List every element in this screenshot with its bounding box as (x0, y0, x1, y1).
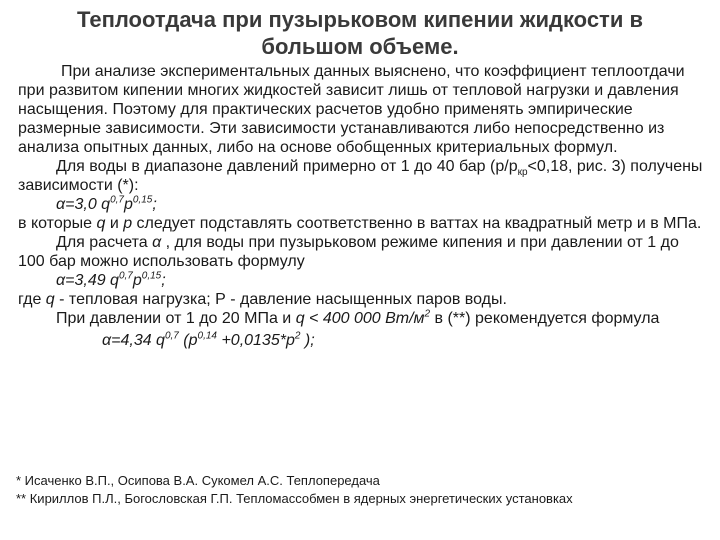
formula-3-part: (p (178, 332, 198, 349)
formula-3-part: +0,0135*p (217, 332, 295, 349)
formula-2-part: p (132, 272, 142, 289)
heat-flux-limit: q < 400 000 Вт/м (295, 310, 425, 327)
slide-title-line1: Теплоотдача при пузырьковом кипении жидкости в (77, 7, 643, 32)
high-pressure-paragraph (18, 309, 708, 328)
reference-2: ** Кириллов П.Л., Богословская Г.П. Тепломассобмен в ядерных энергетических установках (16, 491, 573, 506)
units-text-end: следует подставлять соответственно в ваттах на квадратный метр и в МПа. (132, 215, 702, 232)
formula-1-exp-p: 0,15 (132, 194, 153, 206)
reference-1: * Исаченко В.П., Осипова В.А. Сукомел А.С. Теплопередача (16, 473, 380, 488)
formula-1-end: ; (152, 196, 157, 213)
formula-3-exp-p: 0,14 (197, 330, 217, 342)
slide-body (18, 62, 708, 350)
var-q: q (96, 215, 106, 232)
definitions-paragraph (18, 290, 708, 309)
var-q: q (45, 291, 55, 308)
high-pressure-text: При давлении от 1 до 20 МПа и (56, 310, 296, 327)
formula-3-part: α=4,34 q (102, 332, 165, 349)
var-p: p (123, 215, 133, 232)
formula-1-exp-q: 0,7 (110, 194, 124, 206)
formula-2-exp-p: 0,15 (141, 270, 162, 282)
definitions-text: где (18, 291, 46, 308)
var-alpha: α (152, 234, 162, 251)
formula-2-end: ; (161, 272, 166, 289)
formula-3-exp-q: 0,7 (164, 330, 179, 342)
formula-3 (18, 328, 708, 350)
formula-3-end: ); (300, 332, 315, 349)
units-paragraph (18, 214, 708, 233)
water-range-text-end: <0,18, рис. 3) получены зависимости (*): (18, 158, 703, 194)
formula-3-exp-p2: 2 (294, 330, 301, 342)
formula-1-part: p (123, 196, 133, 213)
alpha-calc-text: Для расчета (56, 234, 153, 251)
formula-2-exp-q: 0,7 (118, 270, 133, 282)
definitions-text-end: - тепловая нагрузка; Р - давление насыщенных паров воды. (54, 291, 507, 308)
units-text: в которые (18, 215, 97, 232)
heat-flux-unit-exp: 2 (424, 308, 431, 320)
alpha-calc-text-end: , для воды при пузырьковом режиме кипения и при давлении от 1 до 100 бар можно использовать формулу (18, 234, 679, 270)
formula-2 (18, 271, 708, 290)
formula-1 (18, 195, 708, 214)
critical-subscript: кр (517, 167, 528, 179)
slide-title-line2: большом объеме. (261, 34, 459, 59)
alpha-calc-paragraph (18, 233, 708, 271)
slide-title (0, 6, 720, 60)
units-text: и (105, 215, 124, 232)
intro-paragraph: При анализе экспериментальных данных выяснено, что коэффициент теплоотдачи при развитом кипении многих жидкостей зависит лишь от тепловой нагрузки и давления насыщения. Поэтому для практических расчетов удобно применять эмпирические размерные зависимости. Эти зависимости устанавливаются либо непосредственно из анализа опытных данных, либо на основе обобщенных критериальных формул. (18, 63, 685, 156)
formula-2-part: α=3,49 q (56, 272, 119, 289)
water-range-text: Для воды в диапазоне давлений примерно от 1 до 40 бар (p/p (56, 158, 518, 175)
references (16, 472, 716, 508)
formula-1-part: α=3,0 q (56, 196, 111, 213)
water-range-paragraph (18, 157, 708, 195)
high-pressure-text-end: в (**) рекомендуется формула (430, 310, 660, 327)
